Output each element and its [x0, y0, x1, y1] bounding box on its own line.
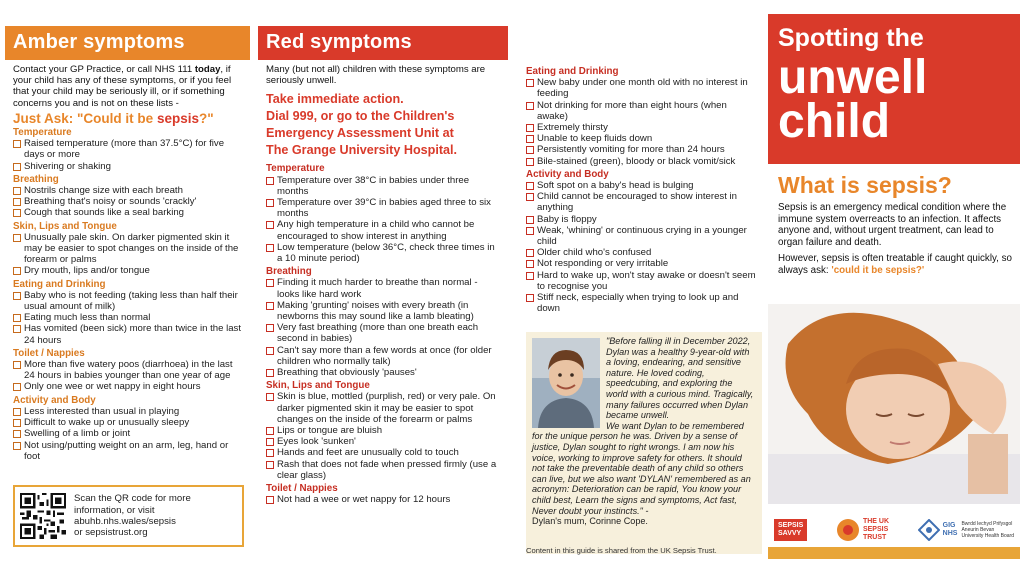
- section-heading: Temperature: [13, 127, 72, 139]
- symptom-item: Dry mouth, lips and/or tongue: [13, 265, 244, 276]
- qr-info-box: [13, 485, 244, 547]
- symptom-list: [266, 391, 502, 481]
- symptom-item: Breathing that obviously 'pauses': [266, 367, 502, 378]
- what-is-sepsis-heading: What is sepsis?: [778, 172, 952, 198]
- symptom-item: Not using/putting weight on an arm, leg, hand or foot: [13, 440, 244, 462]
- section-heading: Skin, Lips and Tongue: [13, 220, 117, 232]
- symptom-item: Raised temperature (more than 37.5°C) for five days or more: [13, 138, 244, 160]
- symptom-item: Less interested than usual in playing: [13, 406, 244, 417]
- symptom-item: Very fast breathing (more than one breath each second in babies): [266, 322, 502, 344]
- section-heading: Toilet / Nappies: [13, 347, 85, 359]
- section-heading: Activity and Body: [526, 168, 609, 180]
- symptom-list: [266, 175, 502, 265]
- symptom-list: [13, 406, 244, 462]
- symptom-item: Temperature over 38°C in babies under three months: [266, 175, 502, 197]
- nhs-wales-emblem-icon: [918, 519, 940, 541]
- symptom-item: Not drinking for more than eight hours (when awake): [526, 100, 756, 122]
- dylan-photo: [532, 338, 600, 428]
- symptom-item: Temperature over 39°C in babies aged three to six months: [266, 197, 502, 219]
- symptom-item: Skin is blue, mottled (purplish, red) or very pale. On darker pigmented skin it may be easier to spot changes on the inside of the forearm or palms: [266, 391, 502, 425]
- symptom-item: Hands and feet are unusually cold to touch: [266, 447, 502, 458]
- title-spotting: Spotting the: [778, 24, 924, 52]
- abuhb-link[interactable]: abuhb.nhs.wales/sepsis: [74, 516, 176, 527]
- amber-header: Amber symptoms: [5, 26, 250, 60]
- symptom-item: Has vomited (been sick) more than twice in the last 24 hours: [13, 323, 244, 345]
- title-child: child: [778, 95, 891, 148]
- symptom-item: Can't say more than a few words at once (for older children who normally talk): [266, 345, 502, 367]
- immediate-action-text: Take immediate action. Dial 999, or go to the Children's Emergency Assessment Unit at The Grange University Hospital.: [266, 92, 458, 158]
- symptom-item: Cough that sounds like a seal barking: [13, 207, 244, 218]
- section-heading: Breathing: [266, 266, 312, 278]
- symptom-item: Unusually pale skin. On darker pigmented skin it may be easier to spot changes on the inside of the forearm or palms: [13, 232, 244, 266]
- sepsistrust-link[interactable]: or sepsistrust.org: [74, 527, 148, 539]
- symptom-item: Eyes look 'sunken': [266, 436, 502, 447]
- symptom-item: Stiff neck, especially when trying to look up and down: [526, 292, 756, 314]
- partner-logos: [768, 513, 1020, 547]
- amber-symptom-list: [13, 127, 244, 462]
- dylan-quote-box: "Before falling ill in December 2022, Dylan was a healthy 9-year-old with a loving, endearing, and sensitive nature. He loved coding, speedcubing, and exploring the world with a curious mind. Tragically, many failures occurred when Dylan became unwell. We want Dylan to be remembered for the unique person he was. Driven by a sense of justice, Dylan sought to right wrongs. I am now his voice, working to improve safety for others. It should not take the preventable death of any child so others can live, but we also want 'DYLAN' remembered as an acronym: Deterioration can be rapid, You know your child best, Learn the signs and symptoms, Act fast, Never doubt your instincts." - Dylan's mum, Corinne Cope.: [526, 332, 762, 554]
- footer-bar: [768, 547, 1020, 559]
- amber-symptoms-panel: [5, 26, 250, 559]
- title-unwell: unwell: [778, 51, 928, 104]
- red-symptom-list-continued: [526, 66, 756, 314]
- uk-sepsis-trust-logo: THE UK SEPSIS TRUST: [836, 518, 889, 542]
- symptom-item: Swelling of a limb or joint: [13, 428, 244, 439]
- red-intro: Many (but not all) children with these symptoms are seriously unwell.: [266, 64, 486, 87]
- symptom-item: Child cannot be encouraged to show interest in anything: [526, 191, 756, 213]
- symptom-item: Breathing that's noisy or sounds 'crackly': [13, 196, 244, 207]
- symptom-list: [13, 290, 244, 346]
- symptom-item: Only one wee or wet nappy in eight hours: [13, 381, 244, 392]
- cover-panel: [768, 14, 1020, 559]
- symptom-item: Making 'grunting' noises with every breath (in newborns this may sound like a lamb bleating): [266, 300, 502, 322]
- amber-intro: Contact your GP Practice, or call NHS 111 today, if your child has any of these symptoms, or if you feel that your child may be seriously ill, or if something concerns you and is not on these lists -: [13, 64, 232, 109]
- symptom-item: Rash that does not fade when pressed firmly (use a clear glass): [266, 459, 502, 481]
- just-ask-heading: Just Ask: "Could it be sepsis?": [13, 110, 214, 126]
- symptom-list: [13, 359, 244, 393]
- symptom-item: Difficult to wake up or unusually sleepy: [13, 417, 244, 428]
- symptom-list: [13, 232, 244, 277]
- sepsis-trust-flower-icon: [836, 518, 860, 542]
- symptom-list: [13, 138, 244, 172]
- section-heading: Eating and Drinking: [13, 278, 106, 290]
- symptom-item: Extremely thirsty: [526, 122, 756, 133]
- symptom-list: [266, 277, 502, 378]
- symptom-item: Baby who is not feeding (taking less than half their usual amount of milk): [13, 290, 244, 312]
- symptom-list: [526, 180, 756, 314]
- nhs-wales-logo: GIG NHS Bwrdd Iechyd Prifysgol Aneurin Bevan University Health Board: [918, 519, 1014, 541]
- symptom-item: Weak, 'whining' or continuous crying in a younger child: [526, 225, 756, 247]
- symptom-item: Nostrils change size with each breath: [13, 185, 244, 196]
- content-credit: Content in this guide is shared from the UK Sepsis Trust.: [526, 546, 717, 555]
- symptom-item: Unable to keep fluids down: [526, 133, 756, 144]
- symptom-item: Finding it much harder to breathe than normal - looks like hard work: [266, 277, 502, 299]
- symptom-item: Soft spot on a baby's head is bulging: [526, 180, 756, 191]
- symptom-item: More than five watery poos (diarrhoea) in the last 24 hours in babies younger than one year of age: [13, 359, 244, 381]
- unwell-child-photo: [768, 304, 1020, 504]
- symptom-item: Shivering or shaking: [13, 161, 244, 172]
- symptom-item: Eating much less than normal: [13, 312, 244, 323]
- symptom-item: Lips or tongue are bluish: [266, 425, 502, 436]
- sepsis-definition: Sepsis is an emergency medical condition where the immune system overreacts to an infection. It affects anyone and, without urgent treatment, can lead to organ failure and death. However, sepsis is often treatable if caught quickly, so always ask: 'could it be sepsis?': [778, 202, 1012, 276]
- symptom-item: Baby is floppy: [526, 214, 756, 225]
- qr-code-icon[interactable]: [20, 493, 66, 539]
- symptom-list: [13, 185, 244, 219]
- symptom-item: Persistently vomiting for more than 24 hours: [526, 144, 756, 155]
- symptom-list: [266, 494, 502, 505]
- section-heading: Toilet / Nappies: [266, 483, 338, 495]
- symptom-item: Any high temperature in a child who cannot be encouraged to show interest in anything: [266, 219, 502, 241]
- symptom-item: Low temperature (below 36°C, check three times in a 10 minute period): [266, 242, 502, 264]
- red-header: Red symptoms: [258, 26, 508, 60]
- section-heading: Breathing: [13, 173, 59, 185]
- qr-info-text: Scan the QR code for more information, or visit abuhb.nhs.wales/sepsis or sepsistrust.org: [74, 493, 191, 539]
- section-heading: Activity and Body: [13, 394, 96, 406]
- section-heading: Temperature: [266, 163, 325, 175]
- cover-title-block: [768, 14, 1020, 164]
- section-heading: Eating and Drinking: [526, 66, 619, 77]
- symptom-item: Not responding or very irritable: [526, 258, 756, 269]
- symptom-list: [526, 77, 756, 167]
- symptom-item: Hard to wake up, won't stay awake or doesn't seem to recognise you: [526, 270, 756, 292]
- red-symptoms-continued-panel: [518, 26, 762, 559]
- symptom-item: Older child who's confused: [526, 247, 756, 258]
- sepsis-savvy-logo: SEPSIS SAVVY: [774, 519, 807, 541]
- symptom-item: Not had a wee or wet nappy for 12 hours: [266, 494, 502, 505]
- section-heading: Skin, Lips and Tongue: [266, 380, 370, 392]
- symptom-item: Bile-stained (green), bloody or black vomit/sick: [526, 156, 756, 167]
- symptom-item: New baby under one month old with no interest in feeding: [526, 77, 756, 99]
- red-symptom-list: [266, 163, 502, 505]
- red-symptoms-panel: [258, 26, 508, 559]
